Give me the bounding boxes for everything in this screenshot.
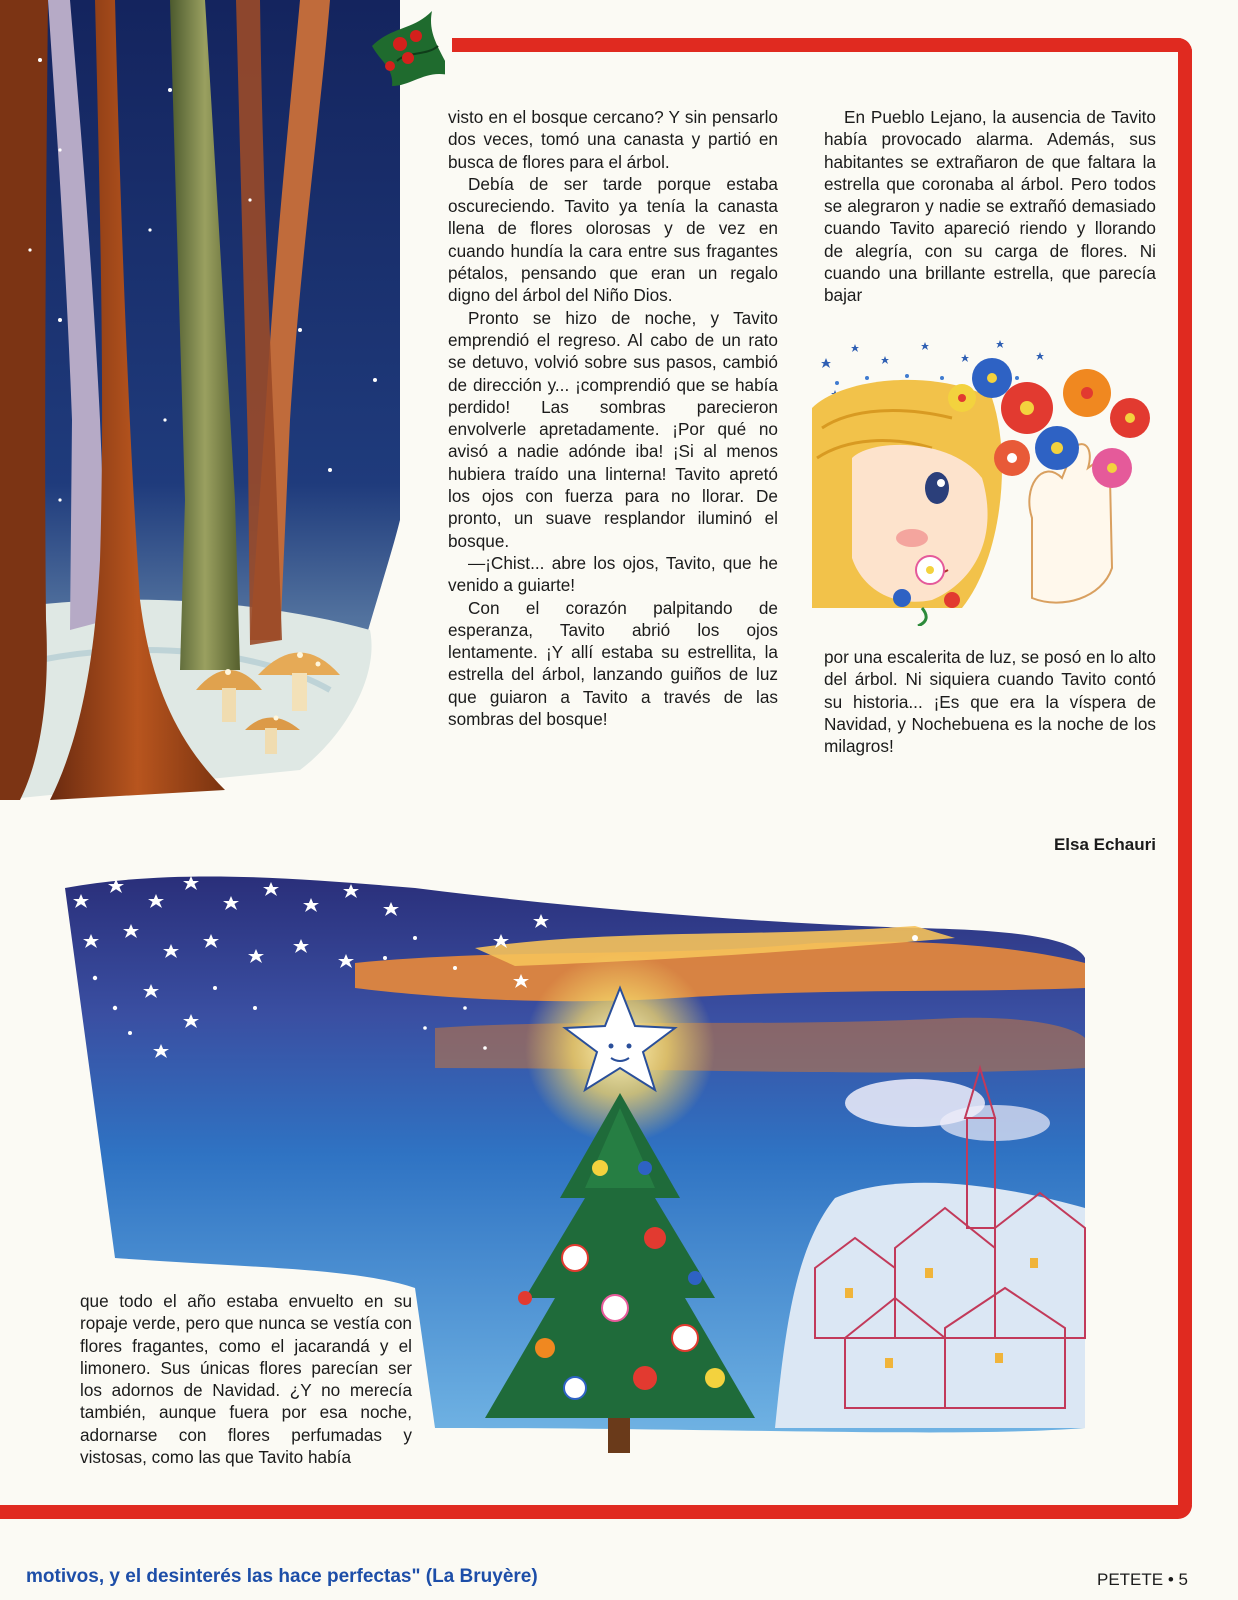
- girl-with-flowers-illustration: [812, 338, 1156, 626]
- frame-top-border: [452, 38, 1192, 52]
- story-paragraph: Con el corazón palpitando de esperanza, Tavito abrió los ojos lentamente. ¡Y allí estaba su estrellita, la estrella del árbol, lanzando guiños de luz que guiaron a Tavito a través de las sombras del bosque!: [448, 597, 778, 730]
- page-number: 5: [1178, 1570, 1188, 1589]
- story-paragraph: por una escalerita de luz, se posó en lo alto del árbol. Ni siquiera cuando Tavito contó su historia... ¡Es que era la víspera de Navidad, y Nochebuena es la noche de los milagros!: [824, 647, 1156, 757]
- frame-bottom-border: [0, 1505, 1192, 1519]
- story-paragraph: Debía de ser tarde porque estaba oscureciendo. Tavito ya tenía la canasta llena de flores olorosas y de vez en cuando hundía la cara entre sus fragantes pétalos, pensando que eran un regalo digno del árbol del Niño Dios.: [448, 173, 778, 306]
- forest-illustration: [0, 0, 445, 800]
- frame-right-border: [1178, 38, 1192, 1518]
- story-column-middle: [448, 106, 778, 730]
- story-column-right-bottom: [824, 646, 1156, 757]
- author-name: Elsa Echauri: [1053, 835, 1156, 854]
- page-footer: PETETE • 5: [1097, 1570, 1188, 1589]
- story-paragraph: —¡Chist... abre los ojos, Tavito, que he venido a guiarte!: [448, 552, 778, 596]
- story-paragraph: visto en el bosque cercano? Y sin pensarlo dos veces, tomó una canasta y partió en busca de flores para el árbol.: [448, 107, 778, 172]
- footer-quote: motivos, y el desinterés las hace perfectas" (La Bruyère): [26, 1566, 538, 1587]
- story-paragraph: que todo el año estaba envuelto en su ropaje verde, pero que nunca se vestía con flores fragantes, como el jacarandá y el limonero. Sus únicas flores parecían ser los adornos de Navidad. ¿Y no merecía también, aunque fuera por esa noche, adornarse con flores perfumadas y vistosas, como las que Tavito había: [80, 1291, 412, 1468]
- magazine-name: PETETE: [1097, 1570, 1164, 1589]
- story-paragraph: En Pueblo Lejano, la ausencia de Tavito había provocado alarma. Además, sus habitantes se extrañaron de que faltara la estrella que coronaba al árbol. Pero todos se alegraron y nadie se extrañó demasiado cuando Tavito apareció riendo y llorando de alegría, con su carga de flores. Ni cuando una brillante estrella, que parecía bajar: [824, 107, 1156, 306]
- story-paragraph: Pronto se hizo de noche, y Tavito emprendió el regreso. Al cabo de un rato se detuvo, volvió sobre sus pasos, cambió de dirección y... ¡comprendió que se había perdido! Las sombras parecieron envolverle apretadamente. ¡Por qué no avisó a nadie adónde iba! ¡Si al menos hubiera traído una linterna! Tavito apretó los ojos con fuerza para no llorar. De pronto, un suave resplandor iluminó el bosque.: [448, 307, 778, 551]
- story-column-right-top: [824, 106, 1156, 307]
- story-column-bottom-left: [80, 1290, 412, 1468]
